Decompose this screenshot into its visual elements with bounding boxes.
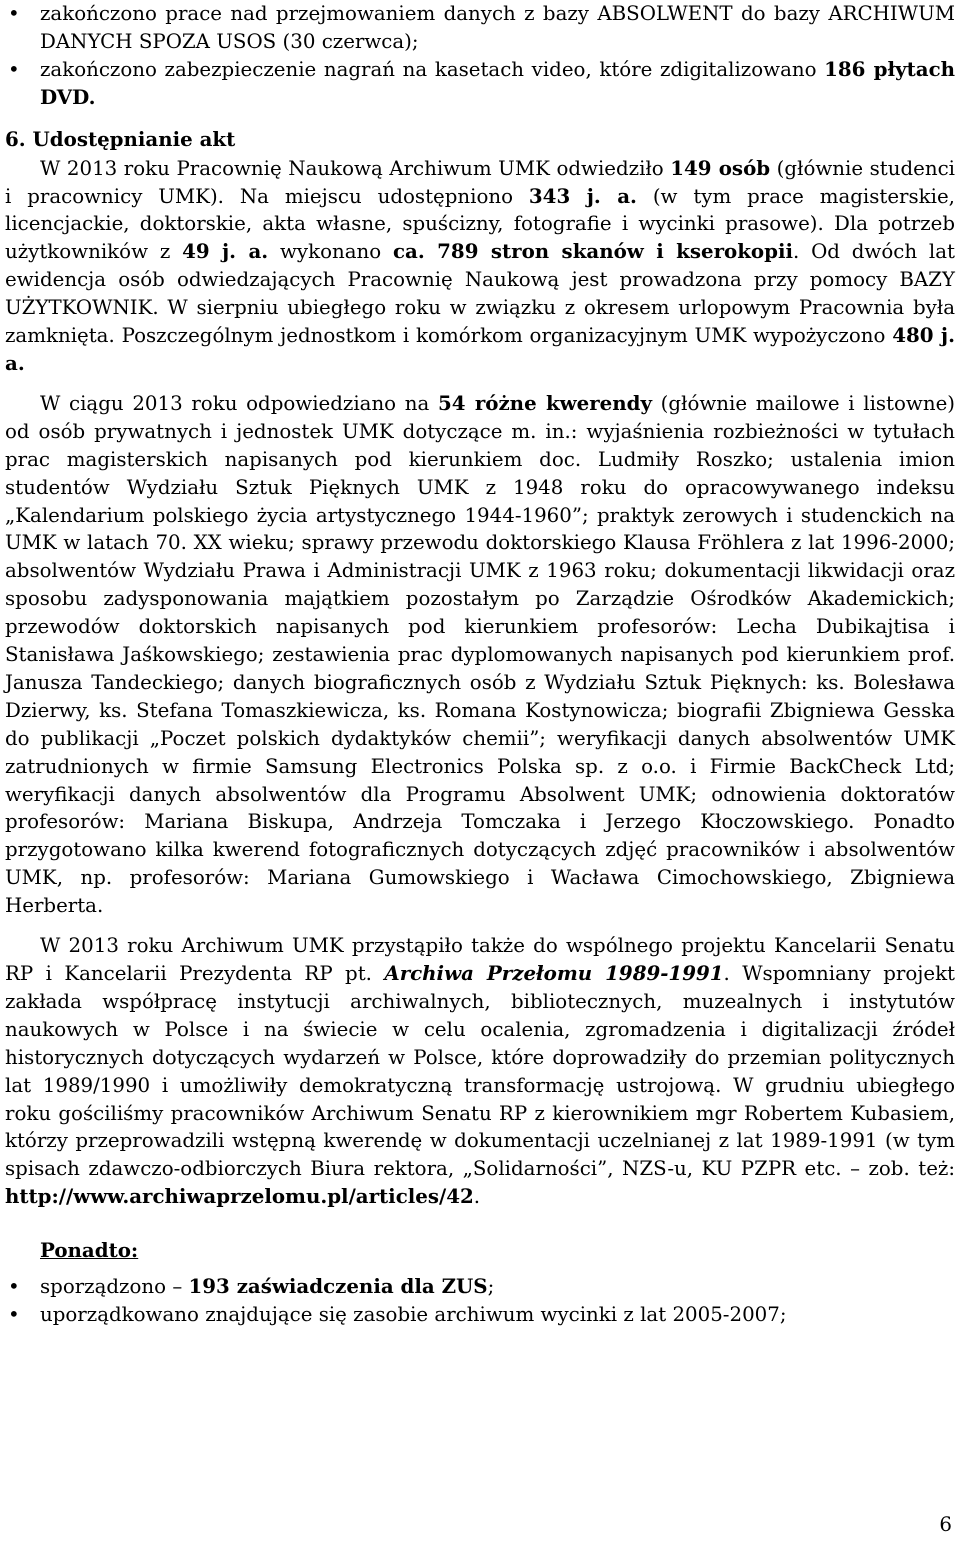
document-page — [5, 0, 955, 1329]
list-item-text: uporządkowano znajdujące się zasobie archiwum wycinki z lat 2005-2007; — [40, 1302, 787, 1326]
list-item-text: zakończono zabezpieczenie nagrań na kasetach video, które zdigitalizowano — [40, 57, 825, 81]
list-item-text: ; — [487, 1275, 495, 1299]
bullet-list-bottom — [5, 1273, 955, 1329]
text-run: wykonano — [268, 240, 393, 264]
text-run: W 2013 roku Pracownię Naukową Archiwum UMK odwiedziło — [40, 156, 671, 180]
list-item — [5, 0, 955, 56]
text-run: . Wspomniany projekt zakłada współpracę instytucji archiwalnych, bibliotecznych, muzealnych i instytutów naukowych w Polsce i na świecie w celu ocalenia, zgromadzenia i digitalizacji źródeł historycznych dotyczących wydarzeń w Polsce, które doprowadziły do przemian politycznych lat 1989/1990 i umożliwiły demokratyczną transformację ustrojową. W grudniu ubiegłego roku gościliśmy pracowników Archiwum Senatu RP z kierownikiem mgr Robertem Kubasiem, którzy przeprowadzili wstępną kwerendę w dokumentacji uczelnianej z lat 1989-1991 (w tym spisach zdawczo-odbiorczych Biura rektora, „Solidarności”, NZS-u, KU PZPR etc. – zob. też: — [5, 962, 956, 1181]
subheading-ponadto — [5, 1237, 955, 1265]
list-item-text: zakończono prace nad przejmowaniem danych z bazy ABSOLWENT do bazy ARCHIWUM DANYCH SPOZA USOS (30 czerwca); — [40, 2, 955, 53]
list-item-text: sporządzono – — [40, 1275, 189, 1299]
paragraph-visits — [5, 155, 955, 378]
zus-certificates: 193 zaświadczenia dla ZUS — [188, 1274, 488, 1299]
list-item — [5, 1273, 955, 1301]
text-run: W ciągu 2013 roku odpowiedziano na — [40, 391, 439, 415]
text-run: . — [473, 1185, 481, 1209]
project-link[interactable]: http://www.archiwaprzelomu.pl/articles/42 — [5, 1184, 474, 1209]
visitors-count: 149 osób — [670, 155, 771, 180]
section-heading: 6. Udostępnianie akt — [5, 126, 236, 151]
text-run: (w tym prace magisterskie, licencjackie, doktorskie, akta własne, spuścizny, fotografie i wycinki prasowe). Dla potrzeb użytkowników z — [5, 184, 955, 264]
bullet-list-top — [5, 0, 955, 112]
text-run: (głównie mailowe i listowne) od osób prywatnych i jednostek UMK dotyczące m. in.: wyjaśnienia rozbieżności w tytułach prac magisterskich napisanych pod kierunkiem doc. Ludmiły Roszko; ustalenia imion studentów Wydziału Sztuk Pięknych UMK z 1948 roku do opracowywanego indeksu „Kalendarium polskiego życia artystycznego 1944-1960”; praktyk zerowych i studenckich na UMK w latach 70. XX wieku; sprawy przewodu doktorskiego Klausa Fröhlera z lat 1996-2000; absolwentów Wydziału Prawa i Administracji UMK z 1963 roku; dokumentacji likwidacji oraz sposobu zadysponowania majątkiem pozostałym po Zarządzie Ośrodków Akademickich; przewodów doktorskich napisanych pod kierunkiem profesorów: Lecha Dubikajtisa i Stanisława Jaśkowskiego; zestawienia prac dyplomowanych napisanych pod kierunkiem prof. Janusza Tandeckiego; danych biograficznych osób z Wydziału Sztuk Pięknych: ks. Bolesława Dzierwy, ks. Stefana Tomaszkiewicza, ks. Romana Kostynowicza; biografii Zbigniewa Gesska do publikacji „Poczet polskich dydaktyków chemii”; weryfikacji danych absolwentów UMK zatrudnionych w firmie Samsung Electronics Polska sp. z o.o. i Firmie BackCheck Ltd; weryfikacji danych absolwentów dla Programu Absolwent UMK; odnowienia doktoratów profesorów: Mariana Biskupa, Andrzeja Tomczaka i Jerzego Kłoczowskiego. Ponadto przygotowano kilka kwerend fotograficznych dotyczących zdjęć pracowników i absolwentów UMK, np. profesorów: Mariana Gumowskiego i Wacława Cimochowskiego, Zbigniewa Herberta. — [5, 391, 955, 918]
user-units-count: 49 j. a. — [182, 239, 269, 264]
scans-count: ca. 789 stron skanów i kserokopii — [393, 239, 793, 264]
text-run: W 2013 roku Archiwum UMK przystąpiło także do wspólnego projektu Kancelarii Senatu RP i Kancelarii Prezydenta RP pt. — [5, 934, 955, 985]
project-title: Archiwa Przełomu 1989-1991 — [384, 961, 724, 985]
text-run: . Od dwóch lat ewidencja osób odwiedzających Pracownię Naukową jest prowadzona przy pomocy BAZY UŻYTKOWNIK. W sierpniu ubiegłego roku w związku z okresem urlopowym Pracownia była zamknięta. Poszczególnym jednostkom i komórkom organizacyjnym UMK wypożyczono — [5, 240, 955, 348]
paragraph-project — [5, 932, 955, 1211]
units-count: 343 j. a. — [528, 183, 637, 208]
subheading-label: Ponadto: — [40, 1238, 139, 1263]
dvd-count: 186 płytach DVD. — [40, 56, 955, 109]
loans-count: 480 j. a. — [5, 323, 955, 375]
list-item — [5, 56, 955, 112]
list-item — [5, 1301, 955, 1329]
paragraph-queries — [5, 390, 955, 920]
queries-count: 54 różne kwerendy — [438, 390, 652, 415]
text-run: (głównie studenci i pracownicy UMK). Na miejscu udostępniono — [5, 156, 955, 208]
page-number: 6 — [939, 1513, 952, 1536]
